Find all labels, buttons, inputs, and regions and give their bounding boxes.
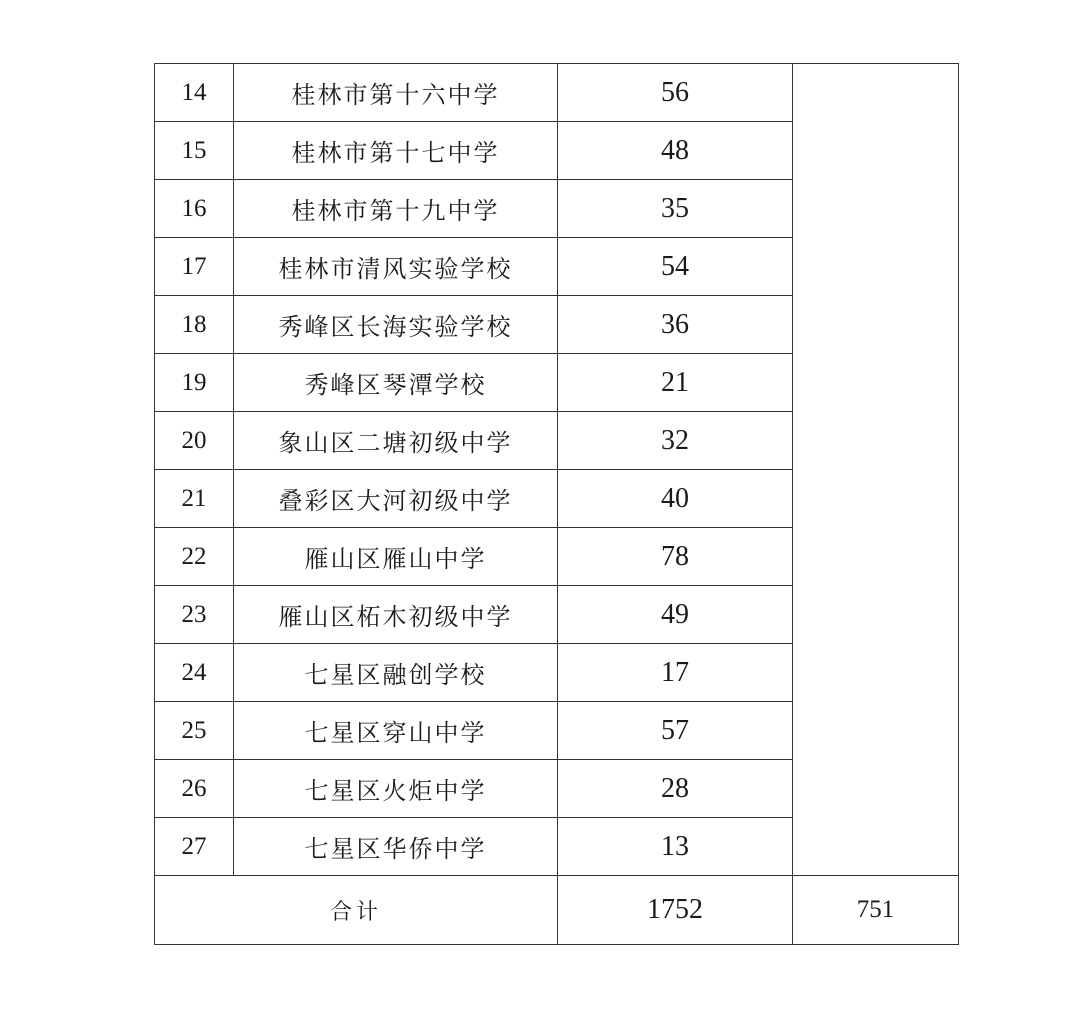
school-name: 七星区火炬中学 [234,760,558,818]
school-quota-table [154,63,959,945]
student-count: 36 [558,296,793,354]
student-count: 54 [558,238,793,296]
school-name: 雁山区柘木初级中学 [234,586,558,644]
row-number: 14 [155,64,234,122]
student-count: 56 [558,64,793,122]
merged-extra-cell [793,64,959,876]
school-name: 桂林市第十九中学 [234,180,558,238]
row-number: 17 [155,238,234,296]
student-count: 57 [558,702,793,760]
student-count: 13 [558,818,793,876]
student-count: 32 [558,412,793,470]
table-row [155,64,959,122]
student-count: 48 [558,122,793,180]
school-name: 七星区融创学校 [234,644,558,702]
school-name: 桂林市清风实验学校 [234,238,558,296]
row-number: 20 [155,412,234,470]
total-label: 合计 [155,876,558,945]
total-extra-count: 751 [793,876,959,945]
row-number: 23 [155,586,234,644]
school-name: 七星区穿山中学 [234,702,558,760]
school-name: 桂林市第十六中学 [234,64,558,122]
row-number: 22 [155,528,234,586]
student-count: 78 [558,528,793,586]
table-body [155,64,959,945]
student-count: 35 [558,180,793,238]
student-count: 40 [558,470,793,528]
student-count: 17 [558,644,793,702]
school-name: 雁山区雁山中学 [234,528,558,586]
row-number: 21 [155,470,234,528]
school-name: 桂林市第十七中学 [234,122,558,180]
total-row [155,876,959,945]
total-count: 1752 [558,876,793,945]
student-count: 28 [558,760,793,818]
row-number: 27 [155,818,234,876]
school-name: 秀峰区琴潭学校 [234,354,558,412]
school-name: 象山区二塘初级中学 [234,412,558,470]
school-name: 叠彩区大河初级中学 [234,470,558,528]
row-number: 18 [155,296,234,354]
student-count: 21 [558,354,793,412]
student-count: 49 [558,586,793,644]
row-number: 25 [155,702,234,760]
row-number: 24 [155,644,234,702]
school-name: 七星区华侨中学 [234,818,558,876]
school-name: 秀峰区长海实验学校 [234,296,558,354]
row-number: 26 [155,760,234,818]
row-number: 19 [155,354,234,412]
row-number: 15 [155,122,234,180]
row-number: 16 [155,180,234,238]
